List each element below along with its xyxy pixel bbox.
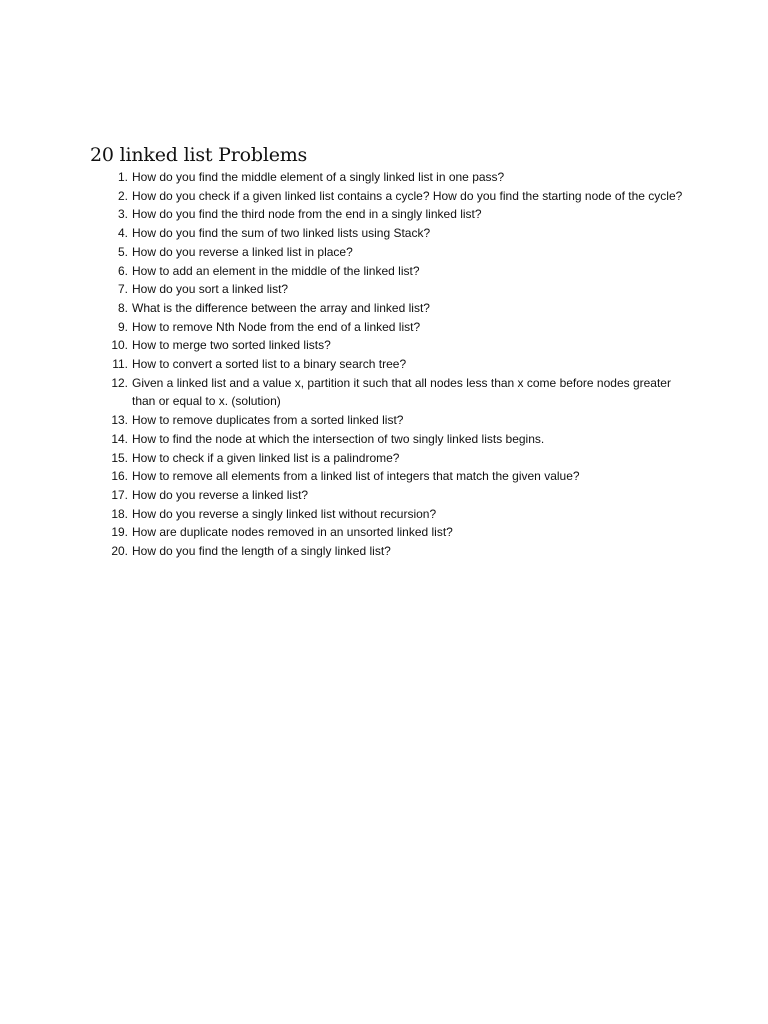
- list-item: [100, 486, 690, 505]
- item-number: 13.: [111, 413, 128, 428]
- list-item: [100, 224, 690, 243]
- problem-list: [100, 168, 690, 561]
- item-text: How to merge two sorted linked lists?: [132, 338, 331, 353]
- item-text: How to remove all elements from a linked list of integers that match the given value?: [132, 469, 580, 484]
- item-number: 16.: [111, 469, 128, 484]
- item-number: 17.: [111, 487, 128, 502]
- item-number: 19.: [111, 525, 128, 540]
- item-text: How do you find the middle element of a singly linked list in one pass?: [132, 170, 505, 184]
- list-item: [100, 262, 690, 281]
- item-number: 10.: [111, 338, 128, 353]
- list-item: [100, 430, 690, 449]
- item-text: How do you reverse a linked list?: [132, 487, 309, 502]
- item-text: How do you find the length of a singly linked list?: [132, 544, 391, 559]
- item-number: 6.: [117, 263, 128, 278]
- list-item: [100, 505, 690, 524]
- list-item: [100, 280, 690, 299]
- list-item: [100, 243, 690, 262]
- item-number: 9.: [117, 319, 128, 334]
- item-text: How do you find the sum of two linked lists using Stack?: [132, 226, 431, 241]
- list-item: [100, 187, 690, 206]
- item-number: 3.: [117, 207, 128, 222]
- item-number: 20.: [111, 544, 128, 559]
- list-item: [100, 411, 690, 430]
- list-item: [100, 336, 690, 355]
- item-number: 11.: [112, 357, 128, 372]
- item-text: How are duplicate nodes removed in an unsorted linked list?: [132, 525, 453, 540]
- list-item: [100, 318, 690, 337]
- list-item: [100, 168, 690, 187]
- item-text: How to remove duplicates from a sorted linked list?: [132, 413, 404, 428]
- list-item: [100, 374, 690, 411]
- item-text: How do you check if a given linked list contains a cycle? How do you find the starting node of the cycle?: [132, 188, 683, 203]
- item-text: How to add an element in the middle of the linked list?: [132, 263, 420, 278]
- item-text: Given a linked list and a value x, partition it such that all nodes less than x come before nodes greater than or equal to x. (solution): [132, 375, 671, 409]
- list-item: [100, 523, 690, 542]
- item-number: 7.: [117, 282, 128, 297]
- item-text: How do you reverse a linked list in place?: [132, 244, 353, 259]
- item-text: How to convert a sorted list to a binary search tree?: [132, 357, 407, 372]
- list-item: [100, 467, 690, 486]
- item-number: 14.: [111, 431, 128, 446]
- item-text: How to check if a given linked list is a palindrome?: [132, 450, 400, 465]
- item-text: How to remove Nth Node from the end of a linked list?: [132, 319, 421, 334]
- item-number: 1.: [117, 170, 128, 184]
- item-text: How to find the node at which the intersection of two singly linked lists begins.: [132, 431, 545, 446]
- item-number: 2.: [117, 188, 128, 203]
- item-number: 8.: [117, 300, 128, 315]
- list-item: [100, 542, 690, 561]
- item-number: 4.: [117, 226, 128, 241]
- item-number: 5.: [117, 244, 128, 259]
- item-number: 12.: [111, 375, 128, 390]
- item-text: How do you reverse a singly linked list without recursion?: [132, 506, 437, 521]
- item-text: What is the difference between the array and linked list?: [132, 300, 430, 315]
- list-item: [100, 449, 690, 468]
- document-title: 20 linked list Problems: [90, 144, 308, 166]
- item-number: 18.: [111, 506, 128, 521]
- item-text: How do you find the third node from the end in a singly linked list?: [132, 207, 482, 222]
- list-item: [100, 299, 690, 318]
- list-item: [100, 205, 690, 224]
- item-text: How do you sort a linked list?: [132, 282, 289, 297]
- list-item: [100, 355, 690, 374]
- item-number: 15.: [111, 450, 128, 465]
